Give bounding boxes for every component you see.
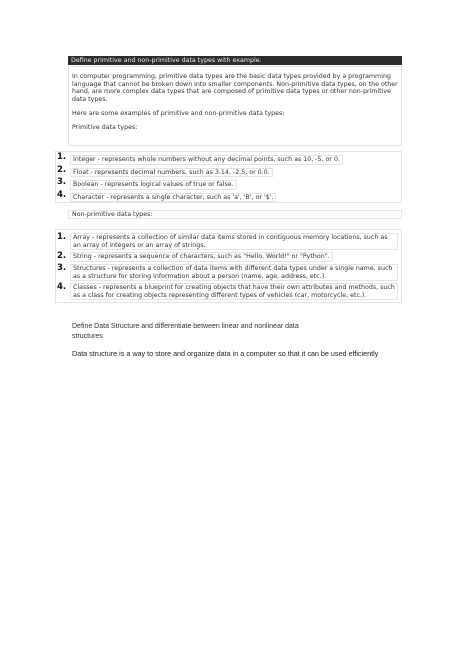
intro-paragraph: In computer programming, primitive data types are the basic data types provided by a programming language that cannot be broken down into smaller components. Non-primitive data types, on the other hand, are more complex data types that are composed of primitive data types or other non-primitive data types. xyxy=(72,73,398,104)
non-primitive-label: Non-primitive data types: xyxy=(68,210,402,219)
list-item-text: Array - represents a collection of similar data items stored in contiguous memory locations, such as an array of integers or an array of strings. xyxy=(70,233,398,250)
non-primitive-types-list xyxy=(55,229,402,303)
list-number: 3. xyxy=(57,177,67,187)
list-item-text: Float - represents decimal numbers, such as 3.14, -2.5, or 0.0. xyxy=(70,168,273,178)
list-item xyxy=(56,233,398,250)
question-1-title: Define primitive and non-primitive data types with example. xyxy=(68,56,402,65)
primitive-label: Primitive data types: xyxy=(72,123,138,131)
list-item-text: Boolean - represents logical values of true or false. xyxy=(70,180,237,190)
list-item xyxy=(56,191,398,204)
list-number: 1. xyxy=(57,232,67,242)
answer-1-intro-box xyxy=(68,66,402,146)
question-2-title: Define Data Structure and differentiate between linear and nonlinear data structures xyxy=(72,323,299,340)
list-item-text: Integer - represents whole numbers without any decimal points, such as 10, -5, or 0. xyxy=(70,155,343,165)
list-item-text: Classes - represents a blueprint for creating objects that have their own attributes and methods, such as a class for creating objects representing different types of vehicles (car, motorcycle, etc.). xyxy=(70,283,398,300)
list-number: 3. xyxy=(57,263,67,273)
list-item xyxy=(56,166,398,179)
answer-2-text: Data structure is a way to store and organize data in a computer so that it can be used efficiently xyxy=(72,349,379,358)
list-item-text: Structures - represents a collection of data items with different data types under a single name, such as a structure for storing information about a person (name, age, address, etc.). xyxy=(70,264,398,281)
list-number: 1. xyxy=(57,152,67,162)
list-number: 4. xyxy=(57,189,67,200)
primitive-types-list xyxy=(55,151,402,203)
list-item xyxy=(56,252,398,262)
list-number: 4. xyxy=(57,282,67,292)
list-number: 2. xyxy=(57,251,67,261)
list-item xyxy=(56,283,398,300)
examples-intro: Here are some examples of primitive and non-primitive data types: xyxy=(72,109,285,117)
list-number: 2. xyxy=(57,164,67,175)
list-item-text: Character - represents a single character, such as 'a', 'B', or '$'. xyxy=(70,193,276,203)
list-item xyxy=(56,178,398,191)
list-item-text: String - represents a sequence of characters, such as "Hello, World!" or "Python". xyxy=(70,252,333,262)
list-item xyxy=(56,264,398,281)
list-item xyxy=(56,153,398,166)
